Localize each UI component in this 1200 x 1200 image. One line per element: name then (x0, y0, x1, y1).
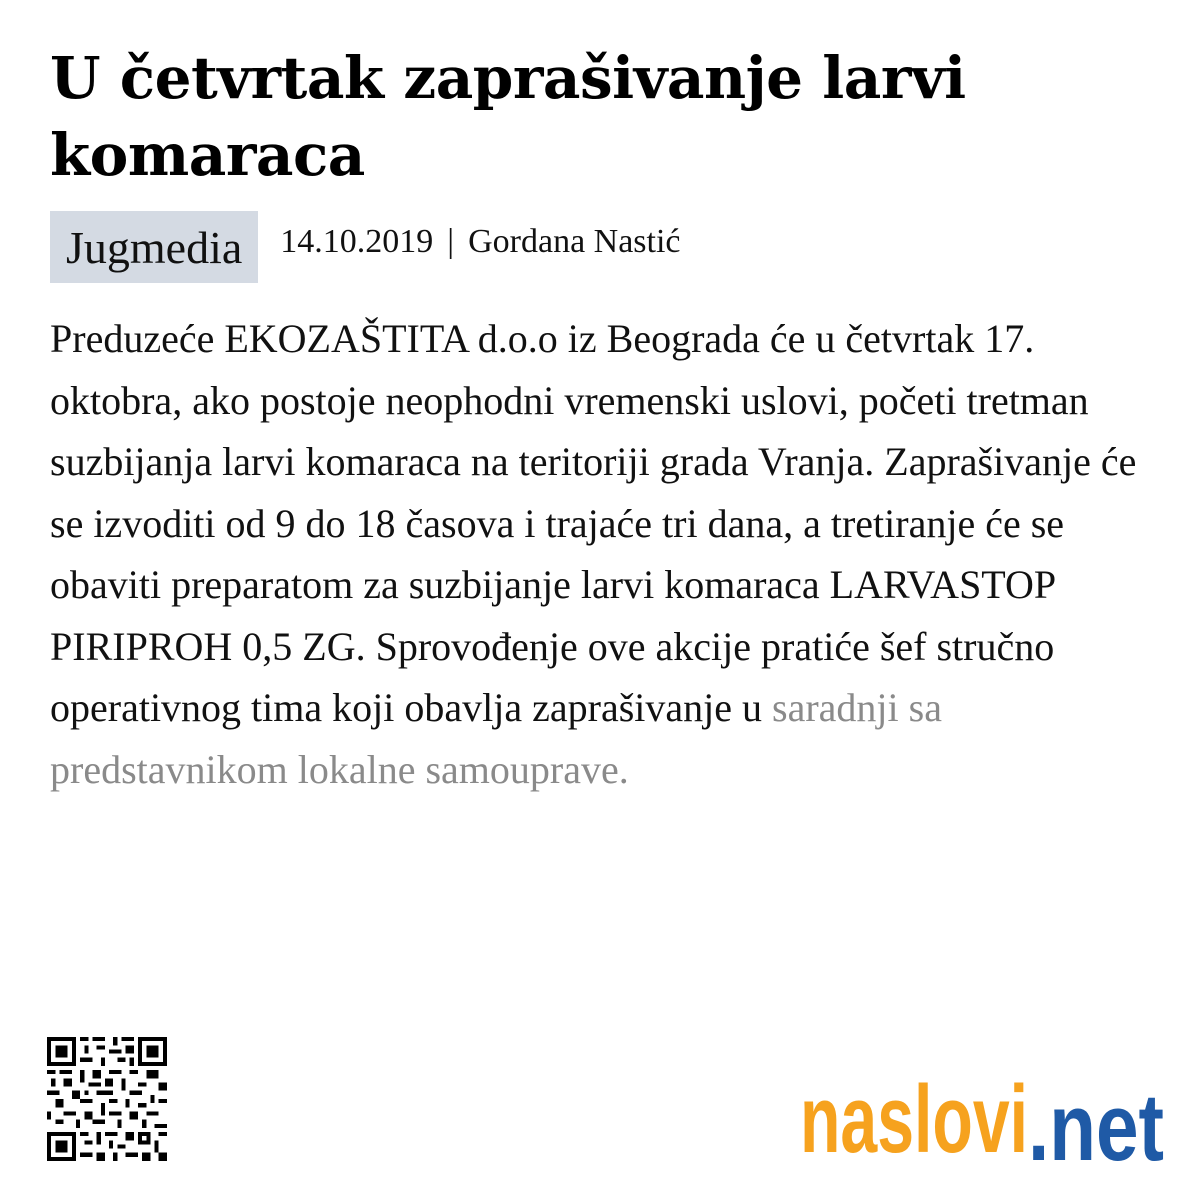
meta-line (280, 223, 680, 261)
article-meta (50, 211, 681, 283)
article-body (50, 308, 1160, 800)
meta-separator: | (447, 223, 455, 260)
logo-naslovi-text: naslovi (800, 1066, 1028, 1170)
article-body-text: Preduzeće EKOZAŠTITA d.o.o iz Beograda će u četvrtak 17. oktobra, ako postoje neophodni vremenski uslovi, početi tretman suzbijanja larvi komaraca na teritoriji grada Vranja. Zaprašivanje će se izvoditi od 9 do 18 časova i trajaće tri dana, a tretiranje će se obaviti preparatom za suzbijanje larvi komaraca LARVASTOP PIRIPROH 0,5 ZG. Sprovođenje ove akcije pratiće šef stručno operativnog tima koji obavlja zaprašivanje u (50, 316, 1137, 730)
logo-net-text: .net (1028, 1074, 1164, 1170)
naslovi-logo[interactable] (800, 1060, 1170, 1170)
article-date: 14.10.2019 (280, 223, 434, 260)
source-badge[interactable]: Jugmedia (50, 211, 258, 283)
article-title: U četvrtak zaprašivanje larvi komaraca (50, 44, 966, 189)
article-body-faded: saradnji sa predstavnikom lokalne samouprave. (50, 685, 942, 792)
qr-code-icon[interactable] (47, 1037, 167, 1161)
article-author: Gordana Nastić (468, 223, 681, 260)
